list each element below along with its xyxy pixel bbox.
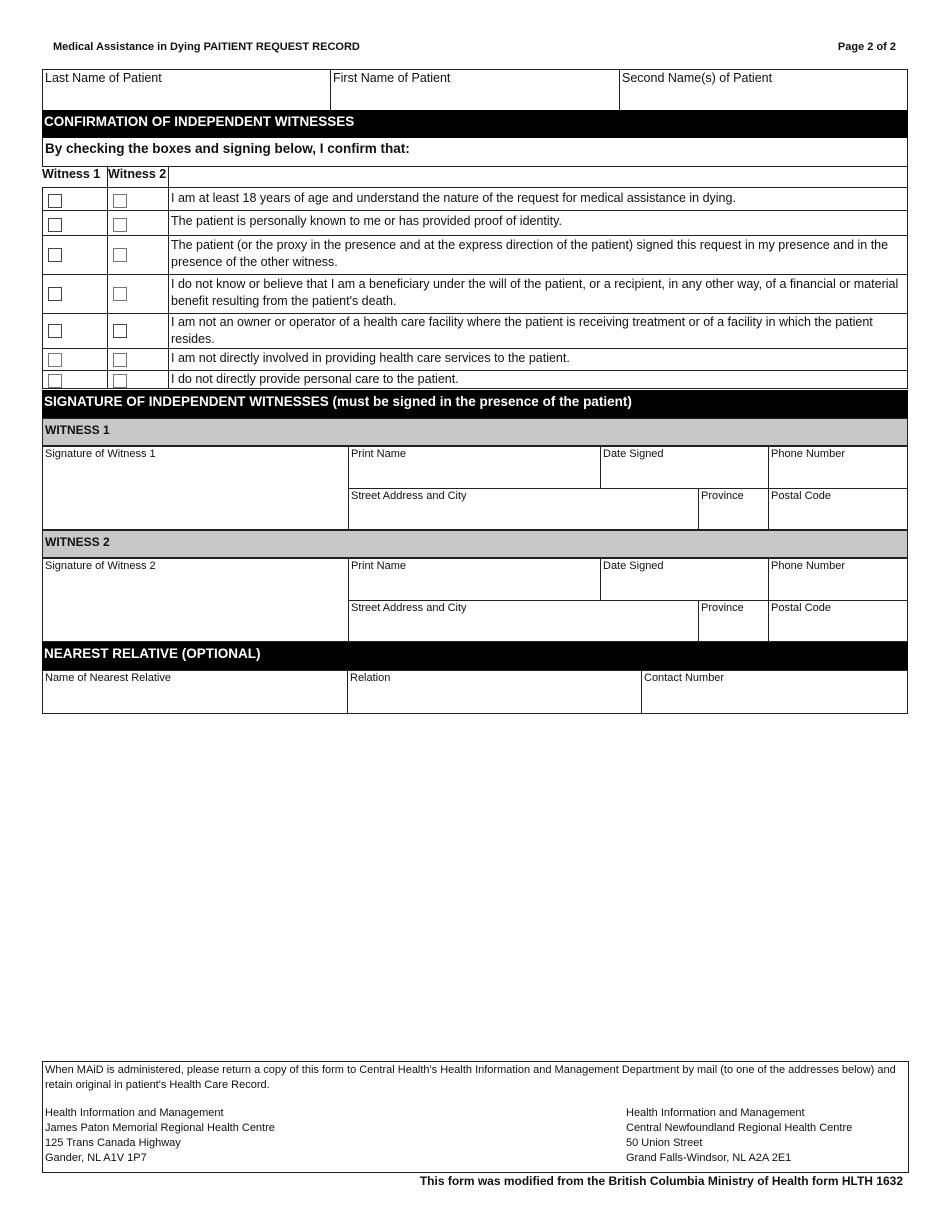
patient-name-row (42, 69, 908, 111)
address-line: Grand Falls-Windsor, NL A2A 2E1 (626, 1152, 792, 1164)
address-line: James Paton Memorial Regional Health Centre (45, 1122, 275, 1134)
witness-1-signature-field[interactable] (42, 446, 349, 530)
witness-1-print-name-label: Print Name (351, 448, 407, 460)
witness-2-phone-label: Phone Number (771, 560, 845, 572)
witness-1-checkbox[interactable] (48, 287, 62, 301)
statement-row (42, 210, 908, 236)
relative-contact-label: Contact Number (644, 672, 725, 684)
witness-1-cell (42, 313, 108, 349)
address-line: Gander, NL A1V 1P7 (45, 1152, 147, 1164)
relative-relation-label: Relation (350, 672, 391, 684)
statement-cell (168, 274, 908, 314)
witness-2-checkbox[interactable] (113, 324, 127, 338)
witness-2-block (42, 558, 908, 642)
last-name-label: Last Name of Patient (45, 71, 162, 85)
witness-2-postal-label: Postal Code (771, 602, 831, 614)
witness-2-postal-field[interactable] (768, 600, 908, 642)
statement-cell (168, 235, 908, 275)
witness-1-date-field[interactable] (600, 446, 769, 489)
witness-2-checkbox[interactable] (113, 353, 127, 367)
statement-cell (168, 313, 908, 349)
statement-row (42, 187, 908, 211)
witness-2-signature-field[interactable] (42, 558, 349, 642)
witness-column-headers (42, 166, 908, 188)
second-name-label: Second Name(s) of Patient (622, 71, 773, 85)
statement-cell (168, 348, 908, 371)
witness-1-date-label: Date Signed (603, 448, 664, 460)
witness-2-checkbox[interactable] (113, 218, 127, 232)
witness-1-cell (42, 210, 108, 236)
address-line: Central Newfoundland Regional Health Centre (626, 1122, 853, 1134)
relative-row (42, 670, 908, 714)
statement-cell (168, 210, 908, 236)
witness-2-date-field[interactable] (600, 558, 769, 601)
statement-rows (42, 187, 908, 389)
witness-2-checkbox[interactable] (113, 374, 127, 388)
address-grand-falls (626, 1106, 852, 1166)
witness-1-heading: WITNESS 1 (42, 418, 908, 446)
form-credit: This form was modified from the British Columbia Ministry of Health form HLTH 1632 (419, 1174, 903, 1188)
statement-text: I am not directly involved in providing health care services to the patient. (171, 351, 570, 365)
witness-1-print-name-field[interactable] (348, 446, 601, 489)
witness-1-phone-label: Phone Number (771, 448, 845, 460)
witness-2-cell (107, 187, 169, 211)
witness-1-province-label: Province (701, 490, 744, 502)
first-name-field[interactable] (330, 69, 620, 111)
witness-2-signature-label: Signature of Witness 2 (45, 560, 156, 572)
statement-row (42, 313, 908, 349)
signatures-heading: SIGNATURE OF INDEPENDENT WITNESSES (must be signed in the presence of the patient) (42, 390, 908, 418)
witness-2-cell (107, 348, 169, 371)
witness-2-checkbox[interactable] (113, 248, 127, 262)
page-number: Page 2 of 2 (837, 41, 896, 53)
witness-2-date-label: Date Signed (603, 560, 664, 572)
witness-1-signature-label: Signature of Witness 1 (45, 448, 156, 460)
statement-cell (168, 370, 908, 389)
statement-row (42, 348, 908, 371)
column-witness-1-label: Witness 1 (42, 167, 101, 181)
address-line: 50 Union Street (626, 1137, 703, 1149)
witness-1-block (42, 446, 908, 530)
witness-2-cell (107, 313, 169, 349)
statement-text: I do not directly provide personal care to the patient. (171, 372, 459, 386)
return-instructions: When MAiD is administered, please return a copy of this form to Central Health's Health Information and Management Department by mail (to one of the addresses below) and retain original in patient's Health Care Record. (45, 1064, 896, 1091)
witness-2-province-label: Province (701, 602, 744, 614)
address-line: Health Information and Management (45, 1107, 224, 1119)
first-name-label: First Name of Patient (333, 71, 451, 85)
witness-1-cell (42, 274, 108, 314)
witness-2-checkbox[interactable] (113, 194, 127, 208)
witness-1-street-label: Street Address and City (351, 490, 467, 502)
relative-relation-field[interactable] (347, 670, 642, 714)
witness-1-cell (42, 187, 108, 211)
witness-1-cell (42, 348, 108, 371)
confirmation-heading: CONFIRMATION OF INDEPENDENT WITNESSES (42, 110, 908, 138)
witness-1-checkbox[interactable] (48, 194, 62, 208)
relative-name-field[interactable] (42, 670, 348, 714)
witness-2-street-field[interactable] (348, 600, 699, 642)
address-line: 125 Trans Canada Highway (45, 1137, 181, 1149)
relative-contact-field[interactable] (641, 670, 908, 714)
witness-2-cell (107, 274, 169, 314)
address-gander (45, 1106, 275, 1166)
witness-2-print-name-label: Print Name (351, 560, 407, 572)
statement-row (42, 235, 908, 275)
second-name-field[interactable] (619, 69, 908, 111)
confirmation-intro-box (42, 138, 908, 166)
witness-1-cell (42, 235, 108, 275)
witness-1-postal-field[interactable] (768, 488, 908, 530)
column-witness-1 (42, 166, 108, 188)
statement-text: I do not know or believe that I am a beneficiary under the will of the patient, or a recipient, in any other way, of a financial or material benefit resulting from the patient's death. (171, 277, 899, 308)
witness-2-cell (107, 235, 169, 275)
column-statement (168, 166, 908, 188)
statement-text: The patient (or the proxy in the presence and at the express direction of the patient) signed this request in my presence and in the presence of the other witness. (171, 238, 889, 269)
address-line: Health Information and Management (626, 1107, 805, 1119)
statement-text: I am at least 18 years of age and understand the nature of the request for medical assistance in dying. (171, 191, 736, 205)
last-name-field[interactable] (42, 69, 331, 111)
witness-2-print-name-field[interactable] (348, 558, 601, 601)
return-instructions-box (42, 1061, 909, 1173)
form-title: Medical Assistance in Dying PAITIENT REQUEST RECORD (53, 41, 360, 53)
witness-1-postal-label: Postal Code (771, 490, 831, 502)
statement-row (42, 274, 908, 314)
witness-1-checkbox[interactable] (48, 248, 62, 262)
relative-heading: NEAREST RELATIVE (OPTIONAL) (42, 642, 908, 670)
witness-2-province-field[interactable] (698, 600, 769, 642)
column-witness-2 (107, 166, 169, 188)
statement-text: I am not an owner or operator of a health care facility where the patient is receiving treatment or of a facility in which the patient resides. (171, 315, 873, 346)
witness-1-checkbox[interactable] (48, 374, 62, 388)
witness-1-province-field[interactable] (698, 488, 769, 530)
statement-row (42, 370, 908, 389)
witness-2-heading: WITNESS 2 (42, 530, 908, 558)
witness-1-checkbox[interactable] (48, 324, 62, 338)
witness-2-street-label: Street Address and City (351, 602, 467, 614)
witness-1-checkbox[interactable] (48, 218, 62, 232)
witness-1-cell (42, 370, 108, 389)
witness-2-cell (107, 370, 169, 389)
witness-2-cell (107, 210, 169, 236)
witness-2-phone-field[interactable] (768, 558, 908, 601)
witness-1-checkbox[interactable] (48, 353, 62, 367)
witness-1-street-field[interactable] (348, 488, 699, 530)
witness-1-phone-field[interactable] (768, 446, 908, 489)
statement-text: The patient is personally known to me or has provided proof of identity. (171, 214, 562, 228)
confirmation-intro: By checking the boxes and signing below, I confirm that: (45, 141, 410, 156)
statement-cell (168, 187, 908, 211)
witness-2-checkbox[interactable] (113, 287, 127, 301)
relative-name-label: Name of Nearest Relative (45, 672, 171, 684)
column-witness-2-label: Witness 2 (108, 167, 167, 181)
